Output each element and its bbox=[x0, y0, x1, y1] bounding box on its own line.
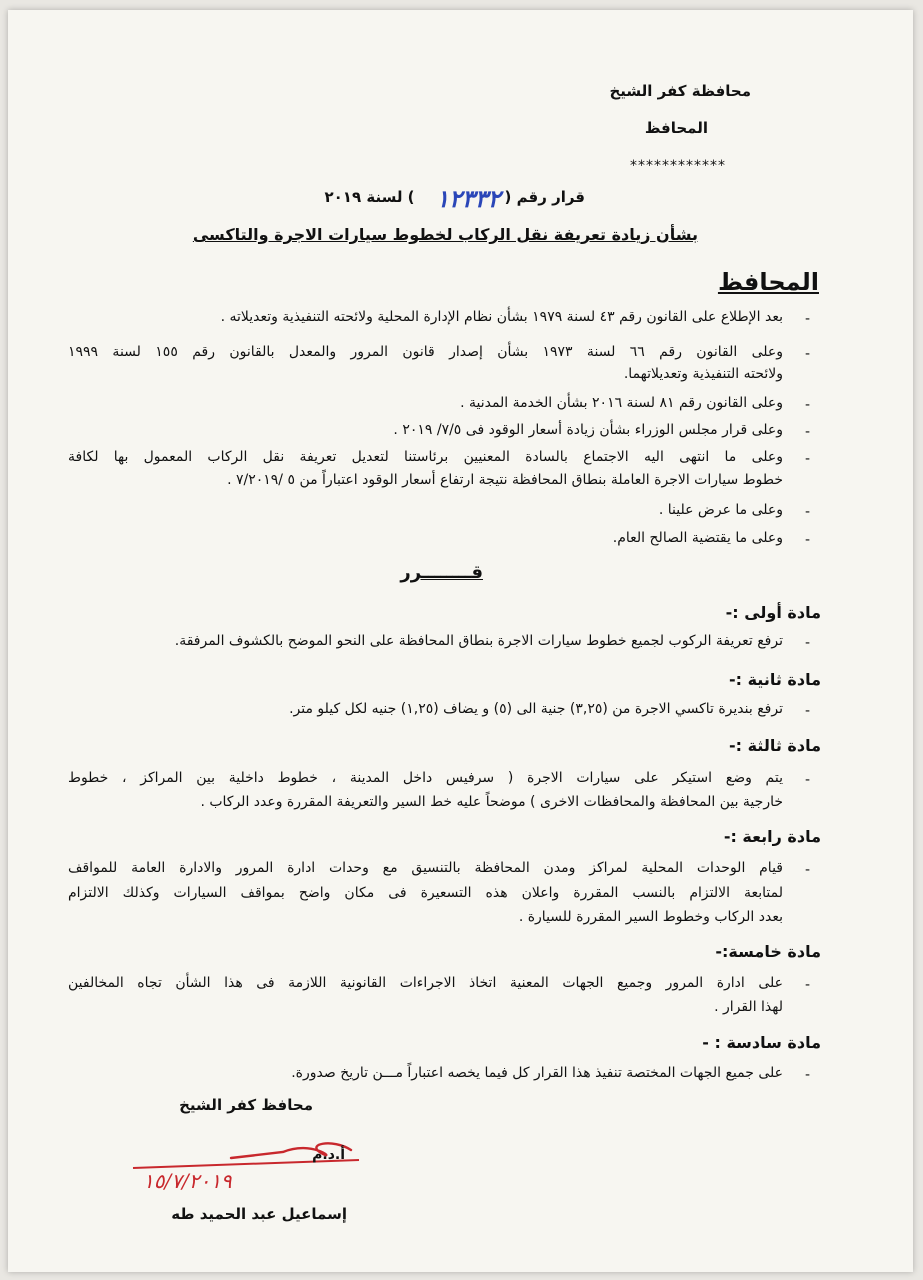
preamble-item-2-line-2: ولائحته التنفيذية وتعديلاتهما. bbox=[623, 366, 783, 382]
document-page bbox=[8, 10, 913, 1272]
office-heading: المحافظ bbox=[644, 119, 708, 137]
bullet-icon: - bbox=[804, 703, 810, 719]
bullet-icon: - bbox=[804, 397, 810, 413]
handwritten-decree-number: ١٢٣٣٢ bbox=[436, 184, 501, 213]
bullet-icon: - bbox=[804, 862, 810, 878]
decree-prefix: قرار رقم ( bbox=[504, 188, 585, 206]
preamble-item-3: وعلى القانون رقم ٨١ لسنة ٢٠١٦ بشأن الخدمة المدنية . bbox=[460, 395, 783, 411]
governorate-heading: محافظة كفر الشيخ bbox=[609, 82, 751, 100]
article-4-line-2: لمتابعة الالتزام بالنسب المقررة واعلان هذه التسعيرة فى مكان واضح بمواقف السيارات وكذلك الالتزام bbox=[68, 885, 783, 901]
preamble-item-6: وعلى ما عرض علينا . bbox=[658, 502, 783, 518]
stars-divider: ************ bbox=[630, 158, 726, 174]
decision-heading: قــــــــرر bbox=[400, 562, 483, 583]
bullet-icon: - bbox=[804, 977, 810, 993]
article-1-text: ترفع تعريفة الركوب لجميع خطوط سيارات الاجرة بنطاق المحافظة على النحو الموضح بالكشوف المرفقة. bbox=[174, 633, 783, 649]
article-4-title: مادة رابعة :- bbox=[723, 827, 821, 846]
article-5-line-1: على ادارة المرور وجميع الجهات المعنية اتخاذ الاجراءات القانونية اللازمة فى هذا الشأن تجاه المخالفين bbox=[68, 975, 783, 991]
decree-subject: بشأن زيادة تعريفة نقل الركاب لخطوط سيارات الاجرة والتاكسى bbox=[192, 225, 698, 244]
article-3-line-1: يتم وضع استيكر على سيارات الاجرة ( سرفيس داخل المدينة ، خطوط داخلية بين المراكز ، خطوط bbox=[68, 770, 783, 786]
signature-rank: أ.د.م bbox=[312, 1147, 345, 1163]
bullet-icon: - bbox=[804, 532, 810, 548]
article-3-line-2: خارجية بين المحافظة والمحافظات الاخرى ) موضحاً عليه خط السير والتعريفة المقررة وعدد الركاب . bbox=[200, 794, 783, 810]
signature-title: محافظ كفر الشيخ bbox=[179, 1096, 313, 1114]
bullet-icon: - bbox=[804, 424, 810, 440]
article-6-text: على جميع الجهات المختصة تنفيذ هذا القرار كل فيما يخصه اعتباراً مـــن تاريخ صدورة. bbox=[291, 1065, 783, 1081]
article-4-line-3: بعدد الركاب وخطوط السير المقررة للسيارة . bbox=[518, 909, 783, 925]
bullet-icon: - bbox=[804, 635, 810, 651]
preamble-item-4: وعلى قرار مجلس الوزراء بشأن زيادة أسعار الوقود فى ٧/٥/ ٢٠١٩ . bbox=[393, 422, 783, 438]
preamble-item-5-line-1: وعلى ما انتهى اليه الاجتماع بالسادة المعنيين برئاستنا لتعديل تعريفة نقل الركاب المعمول بها لكافة bbox=[68, 449, 783, 465]
bullet-icon: - bbox=[804, 772, 810, 788]
handwritten-signature bbox=[123, 1130, 363, 1200]
handwritten-date: ١٥/٧/٢٠١٩ bbox=[143, 1169, 232, 1193]
preamble-item-2-line-1: وعلى القانون رقم ٦٦ لسنة ١٩٧٣ بشأن إصدار قانون المرور والمعدل بالقانون رقم ١٥٥ لسنة ١٩٩٩ bbox=[68, 344, 783, 360]
article-2-text: ترفع بنديرة تاكسي الاجرة من (٣,٢٥) جنية الى (٥) و يضاف (١,٢٥) جنيه لكل كيلو متر. bbox=[289, 701, 783, 717]
bullet-icon: - bbox=[804, 1067, 810, 1083]
preamble-title: المحافظ bbox=[717, 268, 819, 296]
article-1-title: مادة أولى :- bbox=[725, 603, 821, 622]
preamble-item-7: وعلى ما يقتضية الصالح العام. bbox=[612, 530, 783, 546]
article-5-line-2: لهذا القرار . bbox=[714, 999, 783, 1015]
article-2-title: مادة ثانية :- bbox=[728, 670, 821, 689]
bullet-icon: - bbox=[804, 311, 810, 327]
bullet-icon: - bbox=[804, 504, 810, 520]
decree-number-line bbox=[324, 184, 586, 213]
bullet-icon: - bbox=[804, 346, 810, 362]
article-5-title: مادة خامسة:- bbox=[715, 942, 821, 961]
decree-suffix: ) لسنة ٢٠١٩ bbox=[324, 188, 415, 206]
article-4-line-1: قيام الوحدات المحلية لمراكز ومدن المحافظة بالتنسيق مع وحدات ادارة المرور والادارة العامة للمواقف bbox=[68, 860, 783, 876]
preamble-item-5-line-2: خطوط سيارات الاجرة العاملة بنطاق المحافظة نتيجة ارتفاع أسعار الوقود اعتباراً من ٥ /٧/٢٠١٩ . bbox=[227, 472, 783, 488]
article-3-title: مادة ثالثة :- bbox=[728, 736, 821, 755]
preamble-item-1: بعد الإطلاع على القانون رقم ٤٣ لسنة ١٩٧٩ بشأن نظام الإدارة المحلية ولائحته التنفيذية وتعديلاته . bbox=[220, 309, 783, 325]
bullet-icon: - bbox=[804, 451, 810, 467]
article-6-title: مادة سادسة : - bbox=[702, 1033, 821, 1052]
signatory-name: إسماعيل عبد الحميد طه bbox=[171, 1205, 347, 1223]
